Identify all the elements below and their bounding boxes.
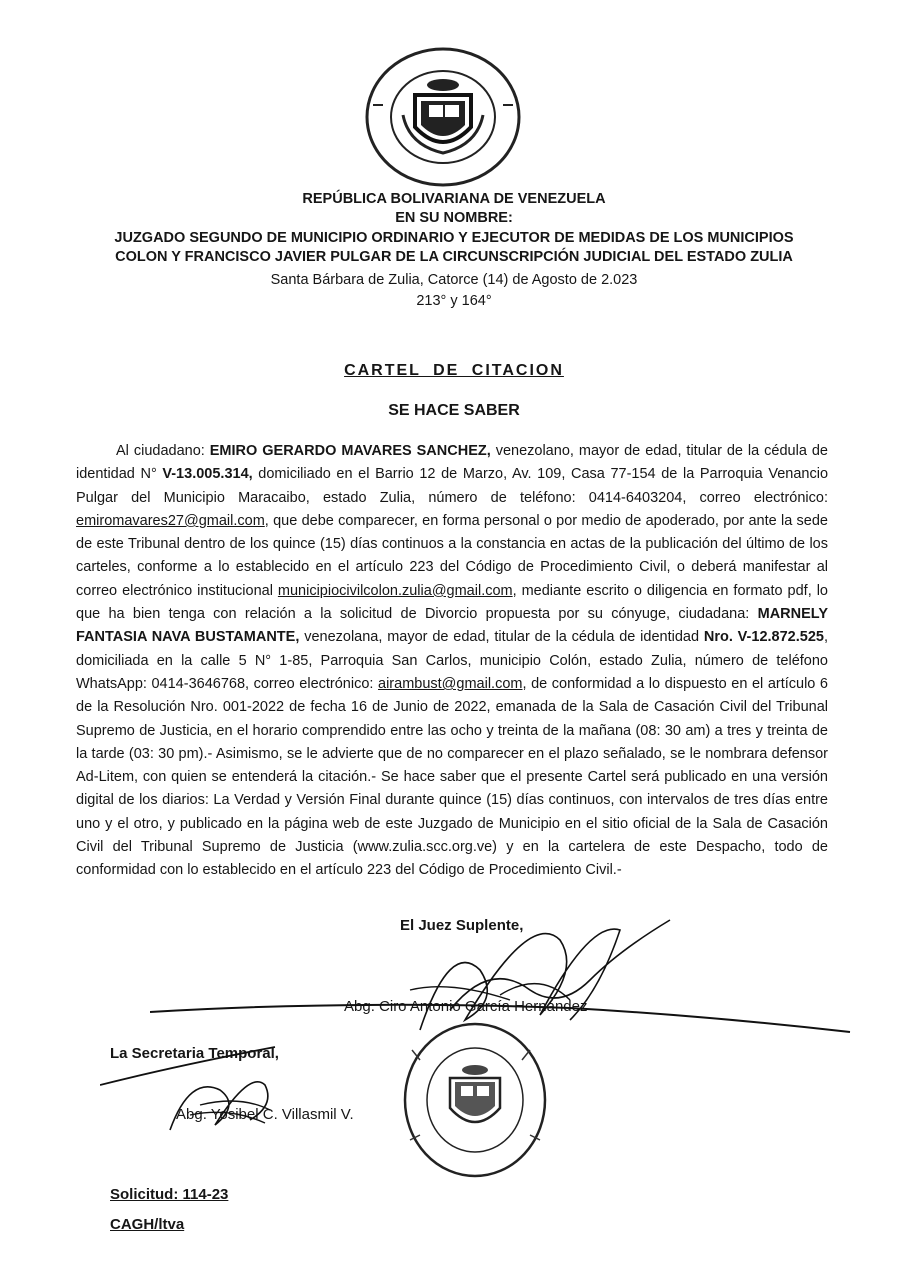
spouse-email-link[interactable]: airambust@gmail.com: [378, 675, 523, 692]
header-years: 213° y 164°: [416, 293, 492, 309]
supreme-court-seal-icon: [363, 45, 523, 190]
spouse-id: Nro. V-12.872.525: [703, 629, 824, 646]
court-seal-icon: [400, 1020, 550, 1180]
body-text-4: , que debe comparecer, en forma personal o por medio de apoderado, por ante la sede de este Tribunal dentro de los quince (15) días continuos a la constancia en actas de la publicación del último de los carteles, conforme a lo establecido en el artículo 223 del Código de Procedimiento Civil, o deberá manifestar al correo electrónico institucional: [76, 512, 828, 599]
header-republic: REPÚBLICA BOLIVARIANA DE VENEZUELA: [302, 191, 606, 207]
body-text-6: venezolana, mayor de edad, titular de la cédula de identidad: [299, 629, 704, 646]
body-text-3: domiciliado en el Barrio 12 de Marzo, Av. 109, Casa 77-154 de la Parroquia Venancio Pulgar del Municipio Maracaibo, estado Zulia, número de teléfono: 0414-6403204, correo electrónico:: [76, 466, 829, 506]
document-title: CARTEL DE CITACION: [344, 362, 564, 379]
solicitud-number: Solicitud: 114-23: [110, 1186, 229, 1203]
initials: CAGH/ltva: [110, 1216, 185, 1233]
judge-name: Abg. Ciro Antonio García Hernández: [344, 998, 588, 1015]
spouse-name: MARNELY FANTASIA NAVA BUSTAMANTE,: [76, 606, 828, 646]
judge-label: El Juez Suplente,: [400, 917, 524, 934]
body-text-8: , de conformidad a lo dispuesto en el artículo 6 de la Resolución Nro. 001-2022 de fecha 16 de Junio de 2022, emanada de la Sala de Casación Civil del Tribunal Supremo de Justicia, en el horario comprendido entre las ocho y treinta de la mañana (08: 30 am) a tres y treinta de la tarde (03: 30 pm).- Asimismo, se le advierte que de no comparecer en el plazo señalado, se le nombrara defensor Ad-Litem, con quien se entenderá la citación.- Se hace saber que el presente Cartel será publicado en una versión digital de los diarios: La Verdad y Versión Final durante quince (15) días continuos, con intervalos de tres días entre uno y el otro, y publicado en la página web de este Juzgado de Municipio en el sitio oficial de la Sala de Casación Civil del Tribunal Supremo de Justicia (www.zulia.scc.org.ve) y en la cartelera de este Despacho, todo de conformidad con lo establecido en el artículo 223 del Código de Procedimiento Civil.-: [76, 675, 828, 879]
court-email-link[interactable]: municipiocivilcolon.zulia@gmail.com: [277, 582, 513, 599]
body-text-7: , domiciliada en la calle 5 N° 1-85, Parroquia San Carlos, municipio Colón, estado Zulia, número de teléfono WhatsApp: 0414-3646768, correo electrónico:: [76, 629, 828, 692]
secretary-label: La Secretaria Temporal,: [110, 1045, 279, 1062]
secretary-name: Abg. Yosibel C. Villasmil V.: [176, 1106, 354, 1123]
header-place-date: Santa Bárbara de Zulia, Catorce (14) de Agosto de 2.023: [270, 272, 638, 288]
body-text-5: , mediante escrito o diligencia en formato pdf, lo que ha bien tenga con relación a la solicitud de Divorcio propuesta por su cónyuge, ciudadana:: [76, 582, 828, 623]
citee-id: V-13.005.314,: [162, 466, 253, 483]
body-text-1: Al ciudadano:: [116, 443, 210, 459]
citee-name: EMIRO GERARDO MAVARES SANCHEZ,: [209, 443, 491, 459]
header-en-su-nombre: EN SU NOMBRE:: [395, 210, 513, 226]
citee-email-link[interactable]: emiromavares27@gmail.com: [76, 512, 265, 529]
document-subtitle: SE HACE SABER: [388, 402, 520, 419]
body-paragraph: [76, 440, 828, 883]
header-court-line-2: COLON Y FRANCISCO JAVIER PULGAR DE LA CIRCUNSCRIPCIÓN JUDICIAL DEL ESTADO ZULIA: [115, 249, 793, 265]
header-court-line-1: JUZGADO SEGUNDO DE MUNICIPIO ORDINARIO Y EJECUTOR DE MEDIDAS DE LOS MUNICIPIOS: [114, 230, 794, 246]
body-text-2: venezolano, mayor de edad, titular de la cédula de identidad N°: [76, 443, 828, 483]
